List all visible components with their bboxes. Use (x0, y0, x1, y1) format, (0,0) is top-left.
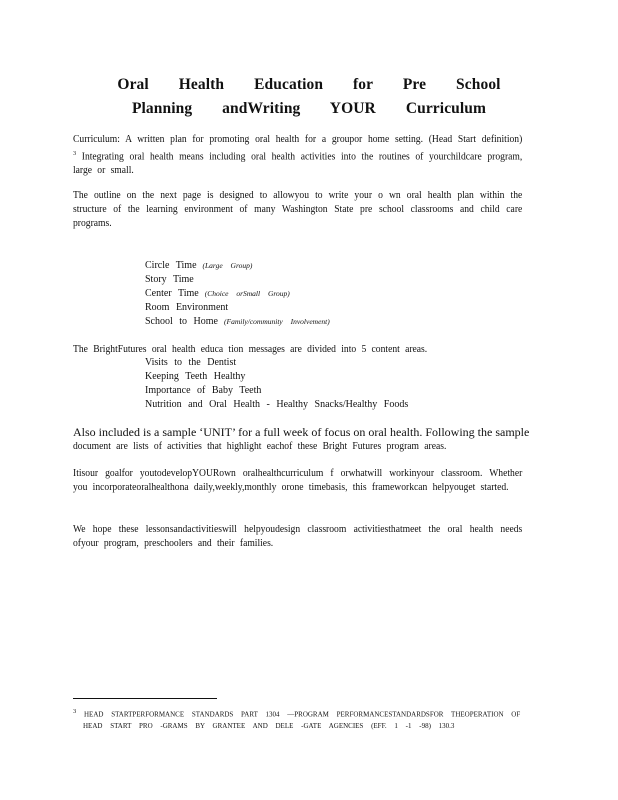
integrating-text: Integrating oral health means including oral health activities into the routines of yourchildcare program, large or small. (73, 151, 523, 177)
closing-paragraph: We hope these lessonsandactivitieswill helpyoudesign classroom activitiesthatmeet the oral health needs ofyour program, preschoolers and their families. (73, 524, 523, 549)
content-areas-list (145, 356, 408, 412)
list-item: Center Time (Choice orSmall Group) (145, 288, 290, 299)
bright-futures-intro: The BrightFutures oral health educa tion messages are divided into 5 content areas. (73, 344, 428, 355)
list-item: Circle Time (Large Group) (145, 260, 253, 271)
list-item: Nutrition and Oral Health - Healthy Snacks/Healthy Foods (145, 399, 409, 410)
list-item: School to Home (Family/community Involvement) (145, 316, 330, 327)
title-line-1: Oral Health Education for Pre School (117, 76, 501, 93)
list-item: Story Time (145, 274, 194, 285)
footnote-line-1: 3 HEAD STARTPERFORMANCE STANDARDS PART 1304 —PROGRAM PERFORMANCESTANDARDSFOR THEOPERATION OF (73, 708, 521, 719)
footnote (73, 706, 543, 732)
sample-unit-line: Also included is a sample ‘UNIT’ for a full week of focus on oral health. Following the sample (73, 425, 530, 439)
footnote-line-2: HEAD START PRO -GRAMS BY GRANTEE AND DELE -GATE AGENCIES (EFF. 1 -1 -98) 130.3 (83, 722, 455, 731)
list-item: Room Environment (145, 302, 229, 313)
list-item: Visits to the Dentist (145, 357, 237, 368)
footnote-reference: 3 (73, 150, 77, 157)
list-item: Keeping Teeth Healthy (145, 371, 246, 382)
sample-unit-line-2: document are lists of activities that highlight eachof these Bright Futures program areas. (73, 441, 447, 452)
curriculum-definition-text: Curriculum: A written plan for promoting oral health for a groupor home setting. (Head Start definition) (73, 134, 523, 145)
list-item: Importance of Baby Teeth (145, 385, 262, 396)
learning-environment-list (145, 259, 330, 329)
outline-paragraph: The outline on the next page is designed to allowyou to write your o wn oral health plan within the structure of the learning environment of many Washington State pre school classrooms and child care programs. (73, 190, 523, 229)
footnote-divider (73, 698, 217, 699)
title-line-2: Planning andWriting YOUR Curriculum (131, 100, 487, 117)
curriculum-definition-paragraph (73, 133, 522, 178)
goal-paragraph: Itisour goalfor youtodevelopYOURown oralhealthcurriculum f orwhatwill workinyour classroom. Whether you incorporateoralhealthona daily,weekly,monthly orone timebasis, this frameworkcan helpyouget started. (73, 468, 523, 493)
